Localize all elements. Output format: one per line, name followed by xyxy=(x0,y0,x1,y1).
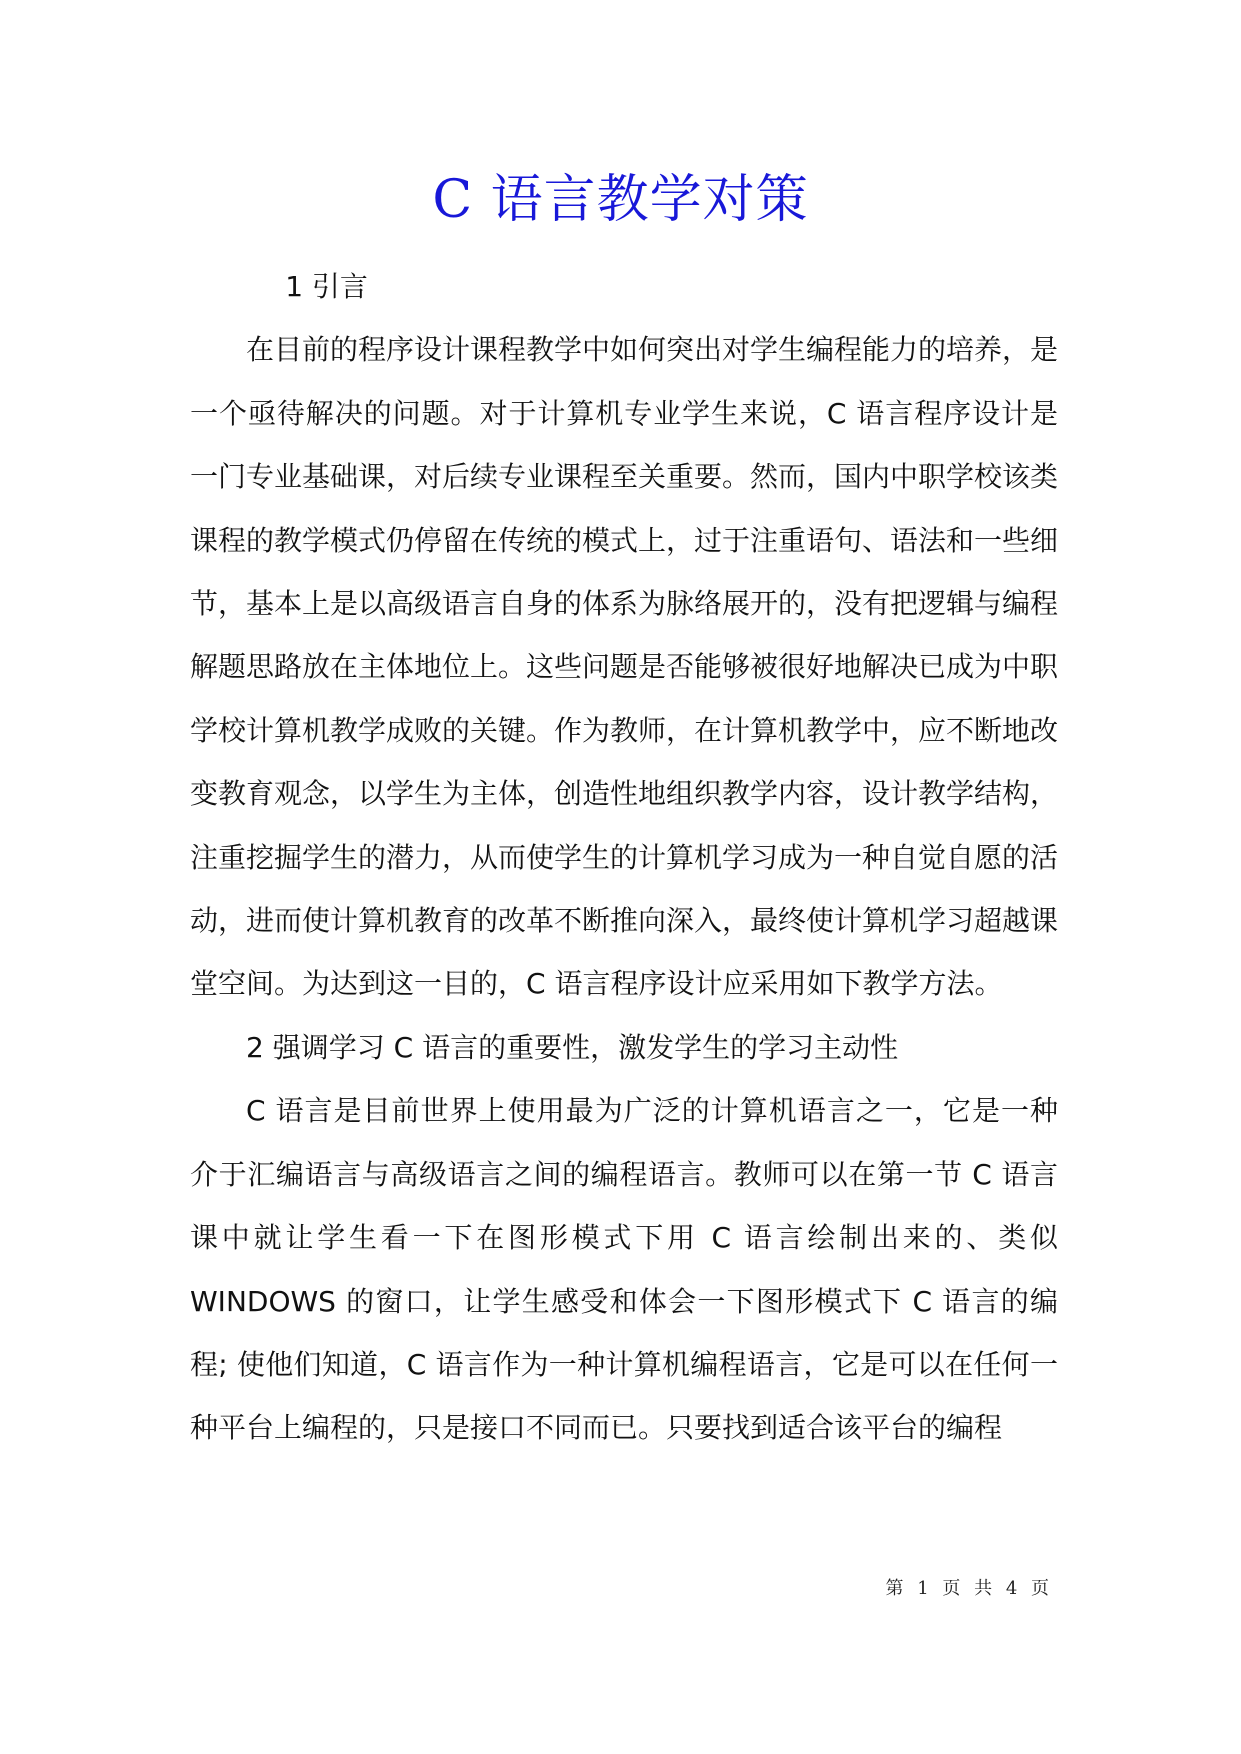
page-footer: 第 1 页 共 4 页 xyxy=(885,1578,1053,1599)
document-body xyxy=(190,255,1058,1460)
section-heading-intro: 1 引言 xyxy=(285,270,368,303)
section-heading-importance: 2 强调学习 C 语言的重要性，激发学生的学习主动性 xyxy=(246,1030,899,1064)
body-paragraph: 在目前的程序设计课程教学中如何突出对学生编程能力的培养，是一个亟待解决的问题。对于计算机专业学生来说，C 语言程序设计是一门专业基础课，对后续专业课程至关重要。然而，国内中职学校该类课程的教学模式仍停留在传统的模式上，过于注重语句、语法和一些细节，基本上是以高级语言自身的体系为脉络展开的，没有把逻辑与编程解题思路放在主体地位上。这些问题是否能够被很好地解决已成为中职学校计算机教学成败的关键。作为教师，在计算机教学中，应不断地改变教育观念，以学生为主体，创造性地组织教学内容，设计教学结构，注重挖掘学生的潜力，从而使学生的计算机学习成为一种自觉自愿的活动，进而使计算机教育的改革不断推向深入，最终使计算机学习超越课堂空间。为达到这一目的，C 语言程序设计应采用如下教学方法。 xyxy=(190,333,1059,1001)
body-paragraph: C 语言是目前世界上使用最为广泛的计算机语言之一，它是一种介于汇编语言与高级语言之间的编程语言。教师可以在第一节 C 语言课中就让学生看一下在图形模式下用 C 语言绘制出来的、类似 WINDOWS 的窗口，让学生感受和体会一下图形模式下 C 语言的编程; 使他们知道，C 语言作为一种计算机编程语言，它是可以在任何一种平台上编程的，只是接口不同而已。只要找到适合该平台的编程 xyxy=(190,1094,1058,1445)
document-title: C 语言教学对策 xyxy=(432,170,809,230)
